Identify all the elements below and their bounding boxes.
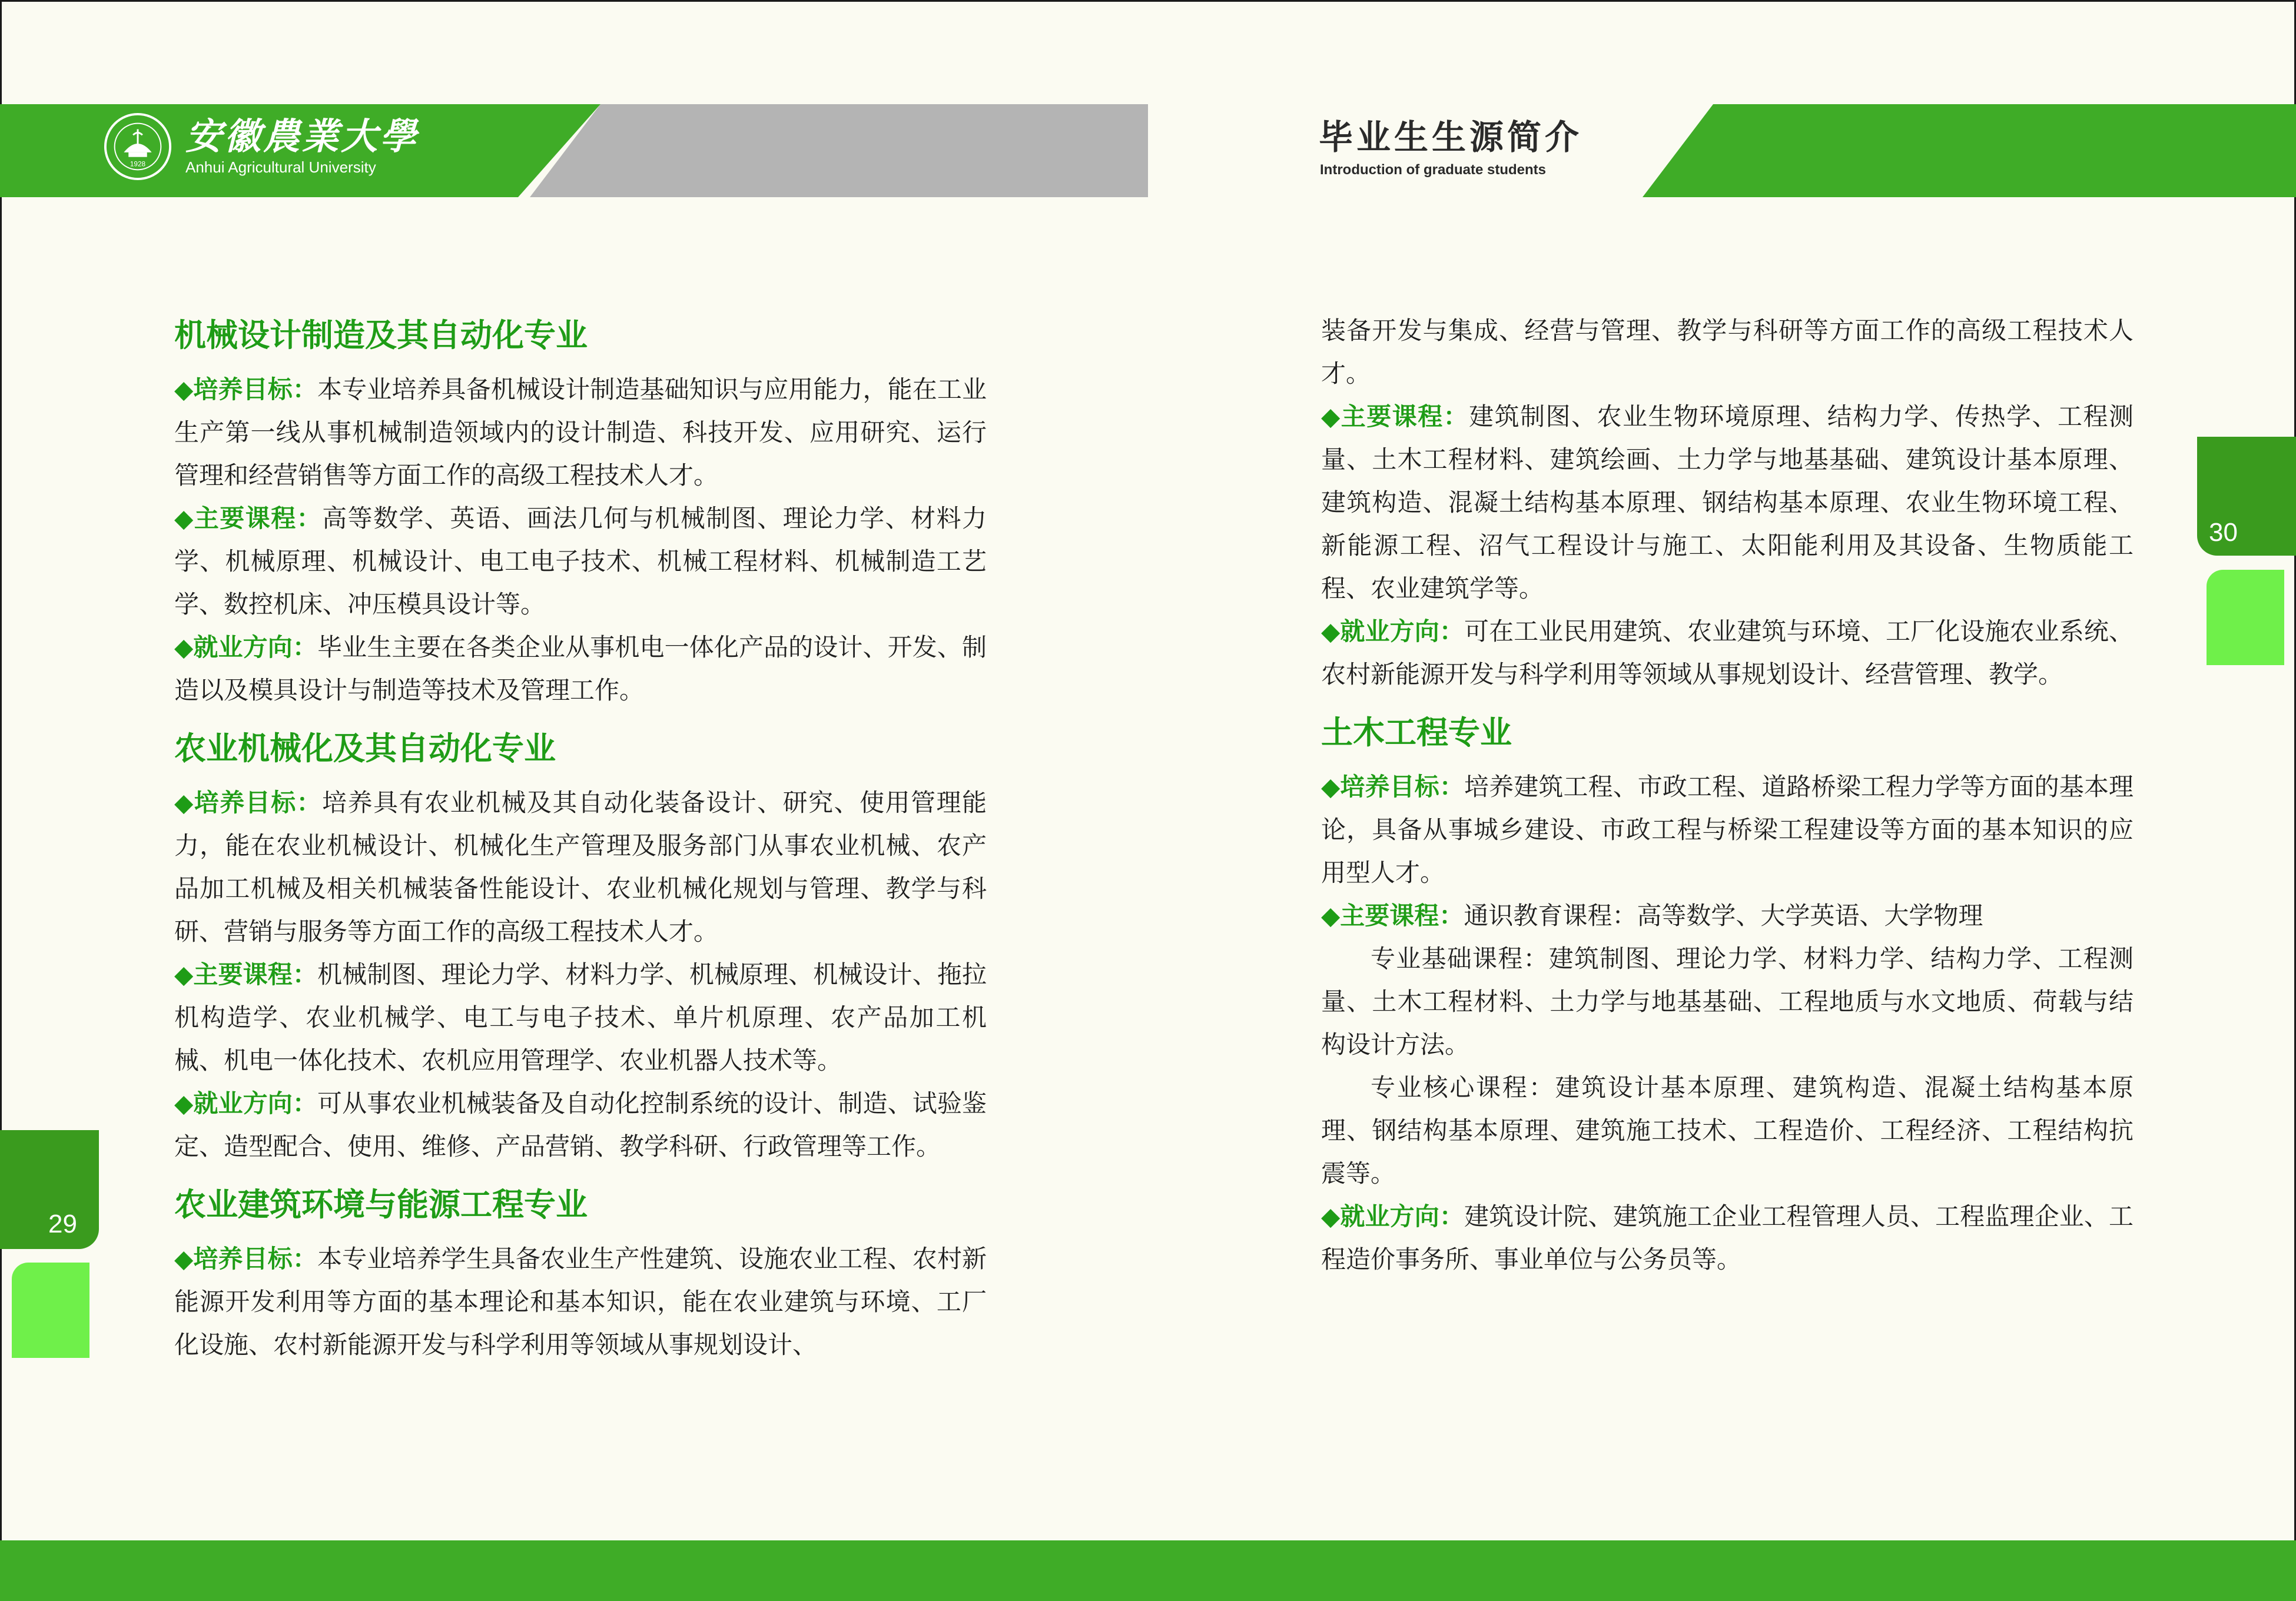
training-goal-continued: 装备开发与集成、经营与管理、教学与科研等方面工作的高级工程技术人才。: [1321, 316, 2134, 388]
header-gray-band: [530, 104, 1148, 197]
main-courses: [1321, 894, 2134, 937]
page-border-left: [0, 0, 2, 1542]
right-column: [1321, 309, 2134, 1281]
university-name-en: Anhui Agricultural University: [185, 158, 376, 176]
page-tab-left-accent: [12, 1263, 89, 1358]
career-direction-text: 可在工业民用建筑、农业建筑与环境、工厂化设施农业系统、农村新能源开发与科学利用等领域从事规划设计、经营管理、教学。: [1321, 617, 2134, 689]
main-courses-text: 建筑制图、农业生物环境原理、结构力学、传热学、工程测量、土木工程材料、建筑绘画、土力学与地基基础、建筑设计基本原理、建筑构造、混凝土结构基本原理、钢结构基本原理、农业生物环境工程、新能源工程、沼气工程设计与施工、太阳能利用及其设备、生物质能工程、农业建筑学等。: [1321, 402, 2134, 603]
main-courses: [1321, 395, 2134, 610]
career-direction: [174, 626, 987, 712]
training-goal: [174, 1237, 987, 1366]
career-direction: [174, 1082, 987, 1168]
page-border-top: [0, 0, 2296, 2]
training-goal-text: 本专业培养具备机械设计制造基础知识与应用能力，能在工业生产第一线从事机械制造领域内的设计制造、科技开发、应用研究、运行管理和经营销售等方面工作的高级工程技术人才。: [174, 375, 987, 490]
training-goal-label: ◆培养目标：: [174, 1244, 317, 1273]
training-goal: [174, 368, 987, 497]
career-direction-text: 建筑设计院、建筑施工企业工程管理人员、工程监理企业、工程造价事务所、事业单位与公务员等。: [1321, 1202, 2134, 1274]
main-courses: [174, 953, 987, 1082]
major-title: 农业机械化及其自动化专业: [174, 730, 556, 767]
university-name-cn: 安徽農業大學: [185, 115, 419, 158]
main-courses-text: 高等数学、英语、画法几何与机械制图、理论力学、材料力学、机械原理、机械设计、电工电子技术、机械工程材料、机械制造工艺学、数控机床、冲压模具设计等。: [174, 504, 987, 619]
training-goal-text: 本专业培养学生具备农业生产性建筑、设施农业工程、农村新能源开发利用等方面的基本理论和基本知识，能在农业建筑与环境、工厂化设施、农村新能源开发与科学利用等领域从事规划设计、: [174, 1244, 987, 1359]
header-right-green-band: [1643, 104, 2296, 197]
career-direction-label: ◆就业方向：: [1321, 617, 1464, 646]
training-goal-label: ◆培养目标：: [174, 788, 323, 817]
career-direction: [1321, 1195, 2134, 1281]
main-courses-text: 机械制图、理论力学、材料力学、机械原理、机械设计、拖拉机构造学、农业机械学、电工与电子技术、单片机原理、农产品加工机械、机电一体化技术、农机应用管理学、农业机器人技术等。: [174, 960, 987, 1075]
career-direction-text: 毕业生主要在各类企业从事机电一体化产品的设计、开发、制造以及模具设计与制造等技术及管理工作。: [174, 633, 987, 705]
main-courses-label: ◆主要课程：: [1321, 901, 1464, 930]
training-goal-label: ◆培养目标：: [174, 375, 317, 404]
training-goal-text: 培养建筑工程、市政工程、道路桥梁工程力学等方面的基本理论，具备从事城乡建设、市政工程与桥梁工程建设等方面的基本知识的应用型人才。: [1321, 772, 2134, 887]
general-courses-text: 通识教育课程：高等数学、大学英语、大学物理: [1464, 901, 1983, 930]
main-courses-label: ◆主要课程：: [174, 504, 323, 533]
career-direction-text: 可从事农业机械装备及自动化控制系统的设计、制造、试验鉴定、造型配合、使用、维修、产品营销、教学科研、行政管理等工作。: [174, 1089, 987, 1161]
career-direction: [1321, 610, 2134, 696]
section-title-cn: 毕业生生源简介: [1319, 117, 1583, 157]
training-goal: [174, 781, 987, 953]
university-seal-icon: [103, 112, 172, 181]
basic-courses-text: 专业基础课程：建筑制图、理论力学、材料力学、结构力学、工程测量、土木工程材料、土力学与地基基础、工程地质与水文地质、荷载与结构设计方法。: [1321, 944, 2134, 1059]
training-goal: [1321, 765, 2134, 894]
training-goal-label: ◆培养目标：: [1321, 772, 1464, 801]
page-tab-right-accent: [2207, 570, 2284, 665]
university-logo: [103, 112, 419, 181]
career-direction-label: ◆就业方向：: [1321, 1202, 1464, 1231]
career-direction-label: ◆就业方向：: [174, 633, 317, 662]
main-courses: [174, 497, 987, 626]
left-column: [174, 309, 987, 1366]
main-courses-label: ◆主要课程：: [1321, 402, 1469, 431]
career-direction-label: ◆就业方向：: [174, 1089, 317, 1118]
page-number-left: 29: [48, 1210, 77, 1238]
core-courses-text: 专业核心课程：建筑设计基本原理、建筑构造、混凝土结构基本原理、钢结构基本原理、建筑施工技术、工程造价、工程经济、工程结构抗震等。: [1321, 1073, 2134, 1188]
major-title: 农业建筑环境与能源工程专业: [174, 1186, 588, 1223]
footer-green-bar: [0, 1540, 2296, 1601]
major-title: 机械设计制造及其自动化专业: [174, 317, 588, 354]
major-title: 土木工程专业: [1321, 714, 1512, 751]
section-title-en: Introduction of graduate students: [1320, 162, 1546, 178]
seal-year: 1928: [130, 160, 146, 168]
main-courses-label: ◆主要课程：: [174, 960, 317, 989]
page-number-right: 30: [2209, 518, 2238, 547]
training-goal-text: 培养具有农业机械及其自动化装备设计、研究、使用管理能力，能在农业机械设计、机械化生产管理及服务部门从事农业机械、农产品加工机械及相关机械装备性能设计、农业机械化规划与管理、教学与科研、营销与服务等方面工作的高级工程技术人才。: [174, 788, 987, 946]
